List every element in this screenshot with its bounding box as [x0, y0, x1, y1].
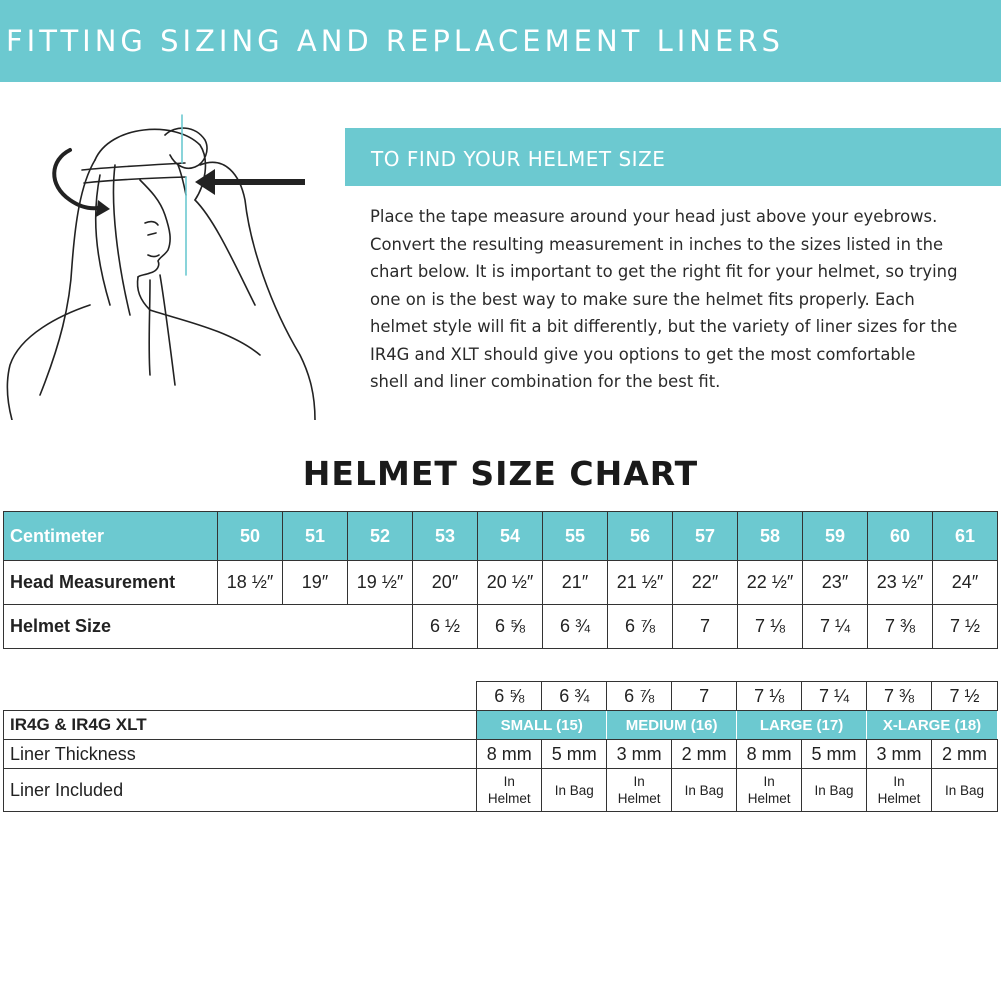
- liner-size-cell: 6 ¾: [542, 682, 607, 711]
- table-row: [4, 512, 998, 561]
- helmet-size-cell: 6 ⅞: [608, 605, 673, 649]
- size-group-large: LARGE (17): [737, 711, 867, 740]
- helmet-size-cell: 6 ¾: [543, 605, 608, 649]
- banner-title: FITTING SIZING AND REPLACEMENT LINERS: [6, 24, 784, 58]
- thickness-cell: 5 mm: [542, 740, 607, 769]
- centimeter-cell: 52: [348, 512, 413, 561]
- liner-size-cell: 7 ⅜: [867, 682, 932, 711]
- model-label: IR4G & IR4G XLT: [4, 711, 477, 740]
- head-measurement-cell: 21″: [543, 561, 608, 605]
- thickness-cell: 5 mm: [802, 740, 867, 769]
- table-row: [4, 740, 998, 769]
- head-measurement-cell: 19 ½″: [348, 561, 413, 605]
- centimeter-cell: 58: [738, 512, 803, 561]
- instruction-line: IR4G and XLT should give you options to get the most comfortable: [370, 344, 916, 364]
- head-measurement-cell: 22 ½″: [738, 561, 803, 605]
- liner-size-cell: 7 ¼: [802, 682, 867, 711]
- instruction-line: Place the tape measure around your head just above your eyebrows.: [370, 207, 938, 226]
- centimeter-cell: 55: [543, 512, 608, 561]
- top-banner: [0, 0, 1001, 82]
- centimeter-cell: 57: [673, 512, 738, 561]
- thickness-cell: 2 mm: [931, 740, 997, 769]
- helmet-size-cell: 7 ⅛: [738, 605, 803, 649]
- centimeter-cell: 54: [478, 512, 543, 561]
- head-measurement-cell: 18 ½″: [218, 561, 283, 605]
- helmet-size-cell: 6 ⅝: [478, 605, 543, 649]
- thickness-cell: 2 mm: [672, 740, 737, 769]
- helmet-size-cell: 7 ¼: [803, 605, 868, 649]
- size-chart-title: HELMET SIZE CHART: [302, 454, 699, 493]
- instruction-line: shell and liner combination for the best fit.: [370, 372, 721, 391]
- centimeter-label: Centimeter: [4, 512, 218, 561]
- table-row: [4, 769, 998, 812]
- head-measurement-illustration: [0, 105, 330, 420]
- head-measurement-label: Head Measurement: [4, 561, 218, 605]
- empty-cell: [4, 682, 477, 711]
- included-cell: In Bag: [802, 769, 867, 812]
- head-measurement-cell: 20″: [413, 561, 478, 605]
- liner-included-label: Liner Included: [4, 769, 477, 812]
- size-group-medium: MEDIUM (16): [607, 711, 737, 740]
- table-row: [4, 605, 998, 649]
- centimeter-cell: 53: [413, 512, 478, 561]
- head-measurement-cell: 20 ½″: [478, 561, 543, 605]
- thickness-cell: 3 mm: [867, 740, 932, 769]
- included-cell: In Helmet: [607, 769, 672, 812]
- included-cell: In Helmet: [737, 769, 802, 812]
- included-cell: In Helmet: [867, 769, 932, 812]
- size-group-xlarge: X-LARGE (18): [867, 711, 998, 740]
- helmet-size-table: [3, 511, 998, 649]
- find-size-header: [345, 128, 1001, 186]
- head-measurement-cell: 19″: [283, 561, 348, 605]
- liner-size-cell: 6 ⅝: [477, 682, 542, 711]
- head-measurement-cell: 22″: [673, 561, 738, 605]
- head-measurement-cell: 23 ½″: [868, 561, 933, 605]
- table-row: [4, 711, 998, 740]
- helmet-size-cell: 6 ½: [413, 605, 478, 649]
- helmet-size-cell: 7 ½: [933, 605, 998, 649]
- instruction-line: Convert the resulting measurement in inches to the sizes listed in the: [370, 234, 944, 254]
- centimeter-cell: 56: [608, 512, 673, 561]
- instruction-line: chart below. It is important to get the right fit for your helmet, so trying: [370, 262, 958, 281]
- thickness-cell: 8 mm: [477, 740, 542, 769]
- centimeter-cell: 51: [283, 512, 348, 561]
- centimeter-cell: 60: [868, 512, 933, 561]
- included-cell: In Helmet: [477, 769, 542, 812]
- liner-size-cell: 7 ⅛: [737, 682, 802, 711]
- helmet-size-cell: 7 ⅜: [868, 605, 933, 649]
- thickness-cell: 8 mm: [737, 740, 802, 769]
- centimeter-cell: 50: [218, 512, 283, 561]
- liner-table: [3, 681, 998, 812]
- centimeter-cell: 59: [803, 512, 868, 561]
- instruction-line: helmet style will fit a bit differently, but the variety of liner sizes for the: [370, 317, 958, 336]
- find-size-title: TO FIND YOUR HELMET SIZE: [371, 147, 666, 171]
- included-cell: In Bag: [672, 769, 737, 812]
- centimeter-cell: 61: [933, 512, 998, 561]
- instruction-line: one on is the best way to make sure the helmet fits properly. Each: [370, 289, 915, 309]
- liner-size-cell: 7 ½: [931, 682, 997, 711]
- included-cell: In Bag: [542, 769, 607, 812]
- table-row: [4, 682, 998, 711]
- thickness-cell: 3 mm: [607, 740, 672, 769]
- size-group-small: SMALL (15): [477, 711, 607, 740]
- liner-thickness-label: Liner Thickness: [4, 740, 477, 769]
- head-measurement-cell: 24″: [933, 561, 998, 605]
- head-measurement-cell: 21 ½″: [608, 561, 673, 605]
- included-cell: In Bag: [931, 769, 997, 812]
- liner-size-cell: 7: [672, 682, 737, 711]
- helmet-size-label: Helmet Size: [4, 605, 413, 649]
- table-row: [4, 561, 998, 605]
- helmet-size-cell: 7: [673, 605, 738, 649]
- head-measurement-cell: 23″: [803, 561, 868, 605]
- sizing-instructions: [370, 203, 990, 396]
- liner-size-cell: 6 ⅞: [607, 682, 672, 711]
